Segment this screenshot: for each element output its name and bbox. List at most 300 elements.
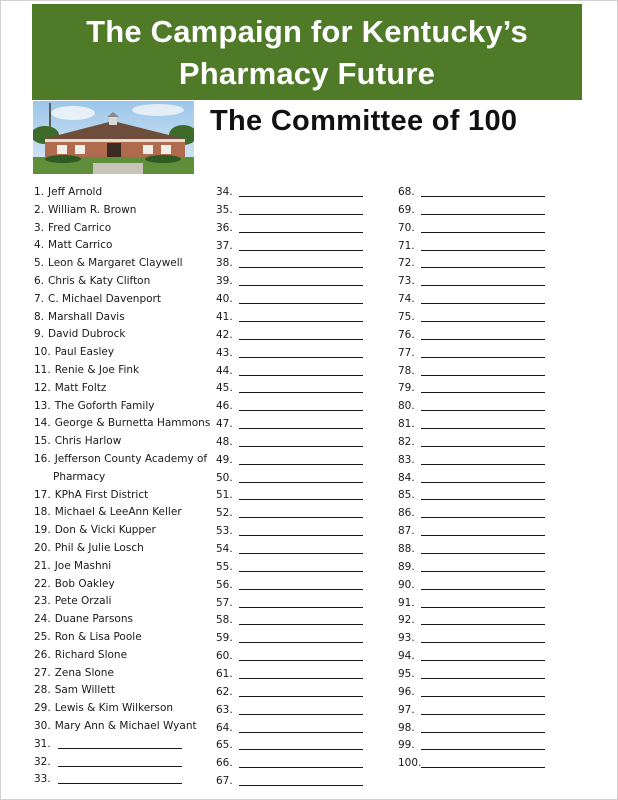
member-name: Ron & Lisa Poole (54, 631, 142, 643)
list-item (216, 611, 363, 629)
list-number: 38. (216, 257, 233, 270)
member-name: Jeff Arnold (48, 186, 103, 198)
list-number: 65. (216, 739, 233, 752)
name-blank-line[interactable] (239, 267, 363, 268)
list-number: 3. (34, 221, 45, 234)
member-name: Michael & LeeAnn Keller (54, 506, 182, 519)
list-number: 53. (216, 525, 233, 538)
name-blank-line[interactable] (421, 428, 545, 429)
list-item (398, 504, 545, 522)
list-number: 94. (398, 650, 415, 663)
member-name: George & Burnetta Hammons (54, 417, 211, 430)
name-blank-line[interactable] (421, 607, 545, 608)
member-name: Phil & Julie Losch (54, 542, 144, 554)
name-blank-line[interactable] (239, 214, 363, 215)
member-name: Matt Carrico (48, 239, 113, 252)
list-item (34, 414, 210, 432)
list-number: 28. (34, 684, 51, 697)
list-number: 78. (398, 364, 415, 377)
list-item (216, 647, 363, 665)
list-item (216, 397, 363, 415)
list-item (398, 540, 545, 558)
list-number: 19. (34, 524, 51, 537)
name-blank-line[interactable] (239, 232, 363, 233)
list-item (216, 272, 363, 290)
list-number: 75. (398, 310, 415, 323)
member-name: Renie & Joe Fink (54, 364, 140, 376)
name-blank-line[interactable] (239, 589, 363, 590)
list-number: 61. (216, 667, 233, 680)
list-item (34, 219, 111, 237)
list-number: 72. (398, 257, 415, 270)
member-name: Matt Foltz (54, 381, 107, 394)
list-item (216, 772, 363, 790)
building-photo-image (33, 101, 194, 174)
list-item (34, 183, 102, 201)
name-blank-line[interactable] (421, 482, 545, 483)
header-banner (32, 4, 582, 100)
list-item (34, 503, 182, 521)
list-item (34, 343, 114, 361)
list-item (216, 379, 363, 397)
name-blank-line[interactable] (239, 678, 363, 679)
name-blank-line[interactable] (239, 339, 363, 340)
list-item (34, 575, 115, 593)
list-number: 31. (34, 737, 51, 750)
list-item (398, 451, 545, 469)
list-number: 51. (216, 489, 233, 502)
list-item (216, 415, 363, 433)
name-blank-line[interactable] (239, 785, 363, 786)
list-number: 59. (216, 632, 233, 645)
list-item (398, 397, 545, 415)
list-item (398, 469, 545, 487)
list-number: 18. (34, 506, 51, 519)
list-item (216, 486, 363, 504)
list-item (34, 735, 184, 753)
member-name: David Dubrock (48, 328, 126, 341)
list-item (34, 770, 184, 788)
list-item (34, 486, 148, 504)
name-blank-line[interactable] (421, 410, 545, 411)
list-number: 99. (398, 739, 415, 752)
list-number: 85. (398, 489, 415, 502)
list-item (398, 611, 545, 629)
list-number: 47. (216, 418, 233, 431)
list-number: 9. (34, 328, 45, 341)
list-number: 56. (216, 578, 233, 591)
list-item (34, 646, 127, 664)
list-number: 29. (34, 702, 51, 715)
member-name: C. Michael Davenport (48, 292, 161, 305)
list-item (216, 522, 363, 540)
member-name: Leon & Margaret Claywell (48, 257, 183, 270)
name-blank-line[interactable] (239, 553, 363, 554)
list-number: 41. (216, 310, 233, 323)
list-item (216, 701, 363, 719)
list-number: 74. (398, 293, 415, 306)
list-item (34, 290, 161, 308)
member-name: Chris Harlow (54, 435, 122, 448)
list-number: 60. (216, 650, 233, 663)
list-item (398, 379, 545, 397)
name-blank-line[interactable] (421, 571, 545, 572)
name-blank-line[interactable] (58, 766, 182, 767)
name-blank-line[interactable] (239, 767, 363, 768)
name-blank-line[interactable] (421, 321, 545, 322)
member-name: Fred Carrico (48, 221, 112, 234)
name-blank-line[interactable] (421, 285, 545, 286)
name-blank-line[interactable] (421, 714, 545, 715)
name-blank-line[interactable] (239, 624, 363, 625)
name-blank-line[interactable] (239, 375, 363, 376)
list-item (34, 361, 139, 379)
list-number: 46. (216, 400, 233, 413)
member-name: Marshall Davis (48, 310, 125, 323)
list-number: 92. (398, 614, 415, 627)
name-blank-line[interactable] (421, 696, 545, 697)
list-item (34, 664, 114, 682)
list-item (398, 362, 545, 380)
list-item (34, 699, 173, 717)
name-blank-line[interactable] (421, 339, 545, 340)
list-item (398, 665, 545, 683)
list-item (398, 594, 545, 612)
list-number: 64. (216, 721, 233, 734)
list-number: 95. (398, 667, 415, 680)
list-number: 27. (34, 666, 51, 679)
list-number: 23. (34, 595, 51, 608)
name-blank-line[interactable] (421, 499, 545, 500)
list-item (398, 576, 545, 594)
list-item (216, 344, 363, 362)
list-number: 57. (216, 596, 233, 609)
list-item (216, 719, 363, 737)
list-item (34, 539, 144, 557)
list-item (34, 308, 125, 326)
name-blank-line[interactable] (239, 714, 363, 715)
list-item (34, 254, 183, 272)
name-blank-line[interactable] (58, 783, 182, 784)
list-number: 50. (216, 471, 233, 484)
list-number: 2. (34, 203, 45, 216)
name-blank-line[interactable] (239, 196, 363, 197)
name-blank-line[interactable] (239, 392, 363, 393)
list-number: 83. (398, 453, 415, 466)
list-item (398, 237, 545, 255)
name-blank-line[interactable] (239, 696, 363, 697)
member-name: Joe Mashni (54, 559, 112, 572)
list-number: 22. (34, 577, 51, 590)
member-name: Paul Easley (54, 346, 115, 359)
member-name: Bob Oakley (54, 577, 115, 590)
name-blank-line[interactable] (239, 303, 363, 304)
list-number: 11. (34, 364, 51, 376)
list-item (34, 628, 142, 646)
name-blank-line[interactable] (239, 749, 363, 750)
list-item (34, 681, 115, 699)
list-item (34, 325, 125, 343)
name-blank-line[interactable] (421, 642, 545, 643)
list-item (216, 736, 363, 754)
name-blank-line[interactable] (239, 446, 363, 447)
list-item (398, 272, 545, 290)
name-blank-line[interactable] (421, 232, 545, 233)
name-blank-line[interactable] (239, 607, 363, 608)
list-item (216, 201, 363, 219)
list-item (34, 753, 184, 771)
list-number: 7. (34, 292, 45, 305)
name-blank-line[interactable] (239, 571, 363, 572)
member-name: Jefferson County Academy of (54, 453, 208, 465)
list-number: 13. (34, 399, 51, 412)
name-blank-line[interactable] (421, 589, 545, 590)
list-item (398, 433, 545, 451)
list-item (216, 290, 363, 308)
name-blank-line[interactable] (239, 499, 363, 500)
name-blank-line[interactable] (421, 357, 545, 358)
list-item (398, 522, 545, 540)
list-number: 34. (216, 186, 233, 198)
name-blank-line[interactable] (421, 767, 545, 768)
list-item (216, 433, 363, 451)
name-blank-line[interactable] (421, 678, 545, 679)
list-item (216, 219, 363, 237)
name-blank-line[interactable] (421, 196, 545, 197)
list-number: 88. (398, 543, 415, 555)
list-item (216, 540, 363, 558)
list-item (216, 665, 363, 683)
name-blank-line[interactable] (239, 482, 363, 483)
list-number: 36. (216, 221, 233, 234)
list-number: 82. (398, 435, 415, 448)
banner-title-line-1: The Campaign for Kentucky’s (86, 14, 528, 49)
name-blank-line[interactable] (421, 553, 545, 554)
list-number: 4. (34, 239, 45, 252)
list-item (34, 450, 207, 468)
name-blank-line[interactable] (421, 214, 545, 215)
list-number: 77. (398, 346, 415, 359)
member-name-continued: Pharmacy (53, 470, 106, 483)
list-number: 62. (216, 685, 233, 698)
member-name: Mary Ann & Michael Wyant (54, 720, 197, 732)
member-name: Zena Slone (54, 666, 114, 679)
list-number: 33. (34, 773, 51, 786)
list-number: 84. (398, 471, 415, 484)
list-number: 16. (34, 453, 51, 465)
list-number: 80. (398, 400, 415, 413)
member-name: Pete Orzali (54, 595, 112, 608)
list-number: 44. (216, 364, 233, 377)
list-item (216, 504, 363, 522)
list-number: 35. (216, 203, 233, 216)
name-blank-line[interactable] (239, 464, 363, 465)
name-blank-line[interactable] (239, 357, 363, 358)
member-name: The Goforth Family (54, 399, 155, 412)
list-item (216, 254, 363, 272)
list-item (216, 308, 363, 326)
name-blank-line[interactable] (421, 464, 545, 465)
member-name: Sam Willett (54, 684, 115, 697)
list-number: 43. (216, 346, 233, 359)
member-name: KPhA First District (54, 488, 149, 501)
list-item (216, 629, 363, 647)
list-item (34, 610, 133, 628)
name-blank-line[interactable] (239, 321, 363, 322)
name-blank-line[interactable] (421, 624, 545, 625)
list-item (398, 754, 545, 772)
list-number: 52. (216, 507, 233, 520)
list-number: 89. (398, 560, 415, 573)
list-number: 67. (216, 775, 233, 788)
list-item (216, 451, 363, 469)
list-number: 24. (34, 613, 51, 626)
list-number: 25. (34, 631, 51, 643)
name-blank-line[interactable] (421, 535, 545, 536)
list-item (398, 486, 545, 504)
member-name: William R. Brown (48, 203, 137, 216)
list-item (398, 219, 545, 237)
list-item (34, 272, 150, 290)
list-number: 76. (398, 328, 415, 341)
list-item (398, 290, 545, 308)
list-number: 79. (398, 382, 415, 395)
list-number: 1. (34, 186, 45, 198)
list-item (216, 558, 363, 576)
page-subtitle: The Committee of 100 (210, 105, 518, 137)
list-number: 5. (34, 257, 45, 270)
list-item-continuation (53, 468, 105, 486)
name-blank-line[interactable] (421, 392, 545, 393)
member-name: Duane Parsons (54, 613, 133, 626)
list-number: 39. (216, 275, 233, 288)
list-item (34, 379, 106, 397)
name-blank-line[interactable] (239, 535, 363, 536)
name-blank-line[interactable] (239, 410, 363, 411)
name-blank-line[interactable] (239, 517, 363, 518)
list-number: 6. (34, 275, 45, 287)
list-number: 71. (398, 239, 415, 252)
name-blank-line[interactable] (421, 303, 545, 304)
list-item (34, 557, 111, 575)
member-name: Richard Slone (54, 648, 128, 661)
list-number: 48. (216, 435, 233, 448)
list-item (34, 592, 111, 610)
list-item (398, 683, 545, 701)
name-blank-line[interactable] (421, 517, 545, 518)
name-blank-line[interactable] (421, 660, 545, 661)
list-item (216, 754, 363, 772)
list-number: 68. (398, 186, 415, 198)
list-number: 63. (216, 703, 233, 716)
list-number: 8. (34, 310, 45, 323)
list-item (398, 415, 545, 433)
name-blank-line[interactable] (239, 642, 363, 643)
list-item (216, 183, 363, 201)
list-item (216, 326, 363, 344)
list-item (34, 201, 136, 219)
name-blank-line[interactable] (421, 732, 545, 733)
list-number: 97. (398, 703, 415, 716)
list-item (398, 201, 545, 219)
list-number: 70. (398, 221, 415, 234)
list-item (216, 594, 363, 612)
list-number: 66. (216, 757, 233, 770)
list-number: 37. (216, 239, 233, 252)
member-name: Chris & Katy Clifton (48, 275, 151, 287)
name-blank-line[interactable] (58, 748, 182, 749)
building-photo (33, 101, 194, 174)
name-blank-line[interactable] (239, 732, 363, 733)
list-number: 26. (34, 648, 51, 661)
list-number: 45. (216, 382, 233, 395)
name-blank-line[interactable] (421, 375, 545, 376)
list-number: 10. (34, 346, 51, 359)
name-blank-line[interactable] (421, 267, 545, 268)
list-item (398, 326, 545, 344)
list-item (398, 701, 545, 719)
list-number: 73. (398, 275, 415, 288)
name-blank-line[interactable] (239, 285, 363, 286)
list-item (216, 576, 363, 594)
list-number: 93. (398, 632, 415, 645)
name-blank-line[interactable] (239, 428, 363, 429)
list-item (398, 629, 545, 647)
member-name: Lewis & Kim Wilkerson (54, 702, 174, 715)
list-number: 81. (398, 418, 415, 431)
list-number: 20. (34, 542, 51, 554)
list-number: 42. (216, 328, 233, 341)
list-item (398, 719, 545, 737)
list-number: 21. (34, 559, 51, 572)
list-item (216, 237, 363, 255)
list-number: 98. (398, 721, 415, 734)
list-item (34, 717, 197, 735)
name-blank-line[interactable] (421, 250, 545, 251)
name-blank-line[interactable] (239, 660, 363, 661)
name-blank-line[interactable] (239, 250, 363, 251)
list-number: 32. (34, 755, 51, 768)
list-number: 86. (398, 507, 415, 520)
name-blank-line[interactable] (421, 446, 545, 447)
list-number: 91. (398, 596, 415, 609)
list-item (216, 683, 363, 701)
banner-title-line-2: Pharmacy Future (178, 56, 436, 91)
list-number: 17. (34, 488, 51, 501)
list-item (398, 254, 545, 272)
list-item (398, 183, 545, 201)
list-number: 49. (216, 453, 233, 466)
list-number: 58. (216, 614, 233, 627)
list-item (398, 308, 545, 326)
list-item (398, 558, 545, 576)
list-item (34, 236, 112, 254)
list-number: 100. (398, 757, 422, 770)
member-name: Don & Vicki Kupper (54, 524, 156, 537)
list-item (398, 736, 545, 754)
list-number: 12. (34, 381, 51, 394)
list-number: 15. (34, 435, 51, 448)
list-item (34, 432, 121, 450)
list-item (398, 344, 545, 362)
list-number: 40. (216, 293, 233, 306)
list-number: 30. (34, 720, 51, 732)
name-blank-line[interactable] (421, 749, 545, 750)
list-number: 55. (216, 560, 233, 573)
list-number: 87. (398, 525, 415, 538)
list-number: 96. (398, 685, 415, 698)
list-item (216, 469, 363, 487)
